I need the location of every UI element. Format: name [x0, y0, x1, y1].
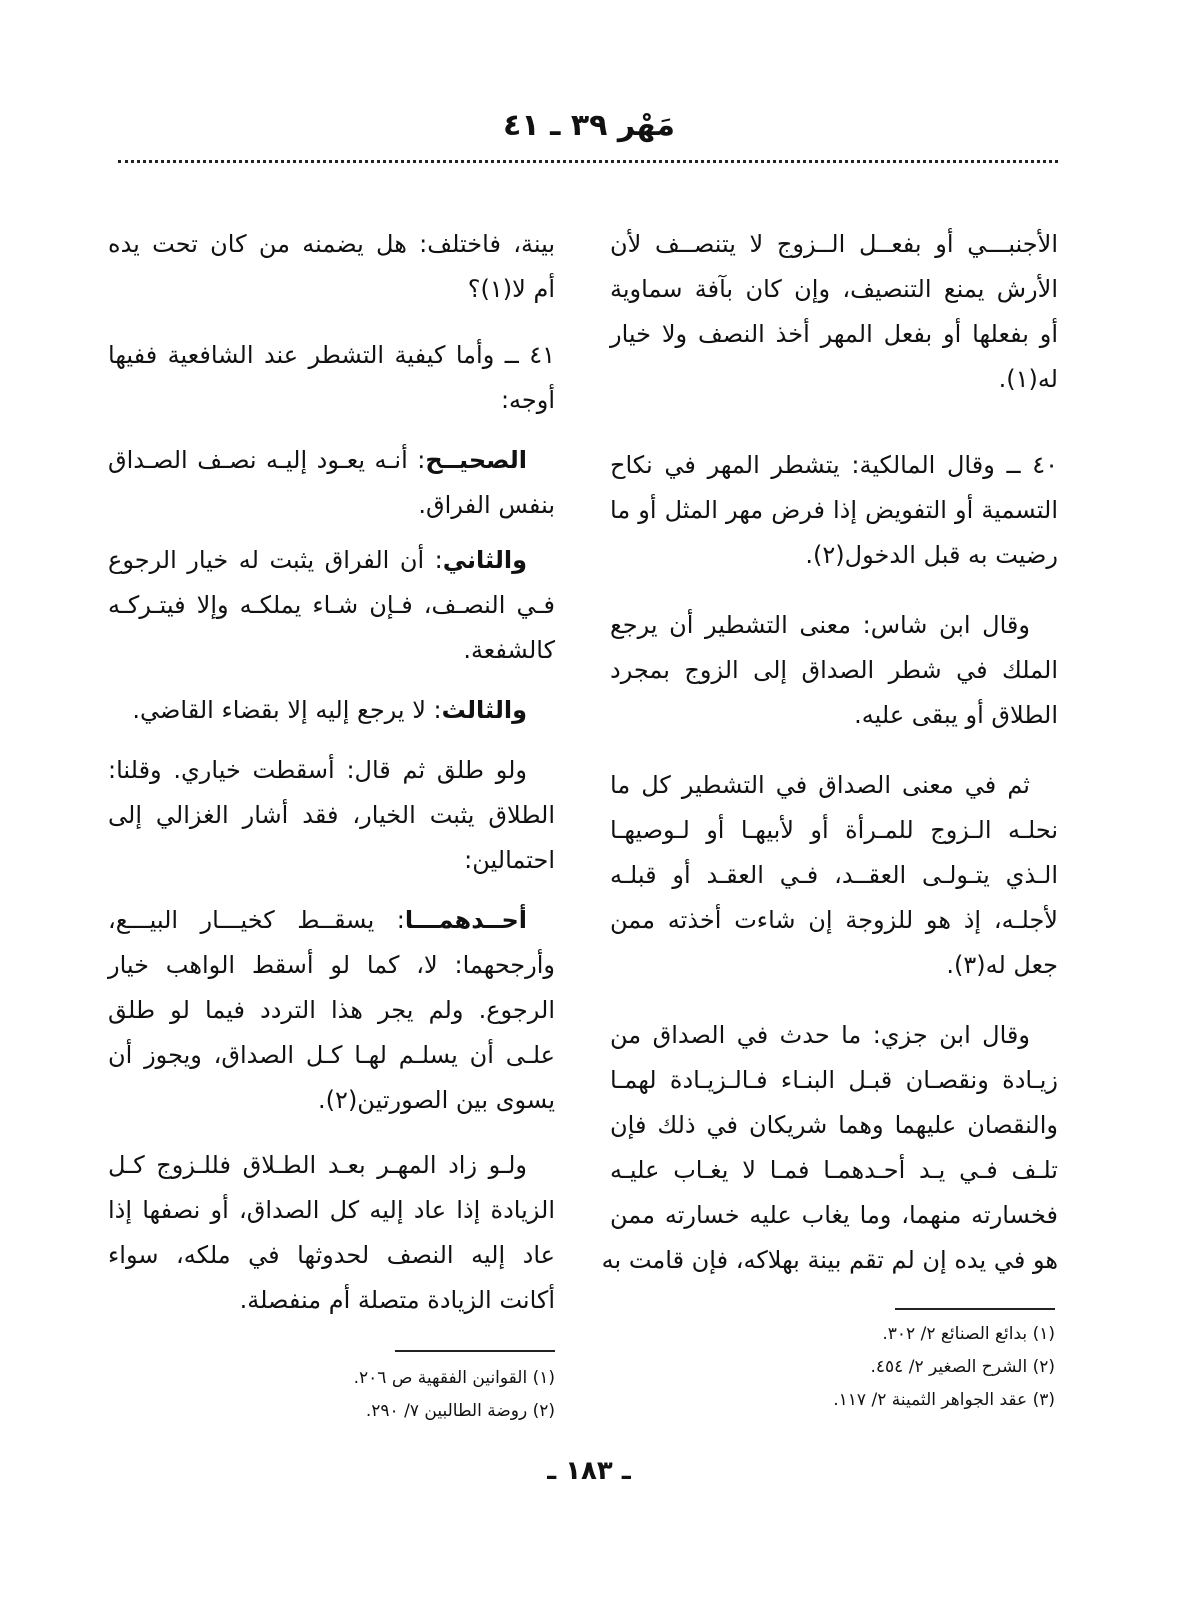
bold-term: أحــدهمـــا [404, 906, 527, 934]
header-dotted-divider [118, 160, 1058, 163]
text-line: وقال ابن شاس: معنى التشطير أن يرجع [610, 611, 1030, 639]
text-line: الطلاق يثبت الخيار، فقد أشار الغزالي إلى [108, 801, 555, 829]
text-line: فـي النصـف، فـإن شـاء يملكـه وإلا فيتـركـه [108, 591, 555, 619]
text-line: علـى أن يسلـم لهـا كـل الصداق، ويجوز أن [108, 1041, 555, 1069]
text-line: وقال ابن جزي: ما حدث في الصداق من [610, 1021, 1030, 1049]
paragraph [610, 222, 1058, 402]
footnote: (١) القوانين الفقهية ص ٢٠٦. [353, 1368, 555, 1388]
text-line: أكانت الزيادة متصلة أم منفصلة. [239, 1286, 555, 1314]
text-line: الأجنبـــي أو بفعــل الــزوج لا يتنصــف لأن [610, 230, 1058, 258]
text-line: رضيت به قبل الدخول(٢). [805, 541, 1058, 569]
text-line: الزيادة إذا عاد إليه كل الصداق، أو نصفها إذا [108, 1196, 555, 1224]
line-text: : أن الفراق يثبت له خيار الرجوع [108, 546, 443, 574]
text-line: الرجوع. ولم يجر هذا التردد فيما لو طلق [108, 996, 555, 1024]
text-line: وأرجحهما: لا، كما لو أسقط الواهب خيار [108, 951, 555, 979]
text-line: التسمية أو التفويض إذا فرض مهر المثل أو ما [610, 496, 1058, 524]
text-line: لأجلـه، إذ هو للزوجة إن شاءت أخذته ممن [610, 906, 1058, 934]
paragraph [108, 688, 555, 733]
text-line: أوجه: [500, 386, 555, 414]
paragraph [108, 538, 555, 673]
page-number: ـ ١٨٣ ـ [547, 1456, 631, 1486]
paragraph [108, 222, 555, 312]
paragraph [610, 603, 1058, 738]
text-line: والنقصان عليهما وهما شريكان في ذلك فإن [610, 1111, 1058, 1139]
text-line: أو بفعلها أو بفعل المهر أخذ النصف ولا خيار [610, 320, 1058, 348]
footnotes-left [354, 1362, 555, 1428]
text-line: احتمالين: [464, 846, 555, 874]
footnote-divider-left [395, 1350, 555, 1352]
paragraph [108, 748, 555, 883]
text-line: ثم في معنى الصداق في التشطير كل ما [610, 771, 1030, 799]
text-line: بنفس الفراق. [418, 491, 555, 519]
line-text: : لا يرجع إليه إلا بقضاء القاضي. [132, 696, 442, 724]
running-header: مَهْر ٣٩ ـ ٤١ [503, 108, 675, 143]
text-line: له(١). [998, 365, 1058, 393]
footnote-divider-right [895, 1308, 1055, 1310]
text-line: جعل له(٣). [946, 951, 1058, 979]
paragraph [108, 438, 555, 528]
text-line: ٤١ ــ وأما كيفية التشطر عند الشافعية ففيها [108, 341, 555, 369]
paragraph [610, 443, 1058, 578]
text-line: ولـو زاد المهـر بعـد الطـلاق فللـزوج كـل [108, 1151, 527, 1179]
text-line: بينة، فاختلف: هل يضمنه من كان تحت يده [108, 230, 555, 258]
text-line: الأرش يمنع التنصيف، وإن كان بآفة سماوية [610, 275, 1058, 303]
paragraph [610, 763, 1058, 988]
footnotes-right [833, 1318, 1055, 1417]
text-line: هو في يده إن لم تقم بينة بهلاكه، فإن قامت به [601, 1246, 1058, 1274]
text-line: نحلـه الـزوج للمـرأة أو لأبيهـا أو لـوصيهـا [610, 816, 1058, 844]
paragraph [108, 1143, 555, 1323]
text-line: زيـادة ونقصـان قبـل البنـاء فـالـزيـادة لهمـا [610, 1066, 1058, 1094]
text-line [108, 688, 555, 733]
footnote: (٣) عقد الجواهر الثمينة ٢/ ١١٧. [833, 1390, 1055, 1410]
paragraph [601, 1013, 1058, 1283]
text-line: يسوى بين الصورتين(٢). [318, 1086, 555, 1114]
footnote: (١) بدائع الصنائع ٢/ ٣٠٢. [882, 1324, 1055, 1344]
line-text: : أنـه يعـود إليـه نصـف الصـداق [108, 446, 426, 474]
text-line: عاد إليه النصف لحدوثها في ملكه، سواء [108, 1241, 555, 1269]
paragraph [108, 898, 555, 1123]
text-line [108, 898, 555, 943]
text-line [108, 438, 555, 483]
paragraph [108, 333, 555, 423]
line-text: : يسقــط كخيـــار البيـــع، [108, 906, 405, 934]
bold-term: الصحيــح [425, 446, 527, 474]
text-line: الملك في شطر الصداق إلى الزوج بمجرد [610, 656, 1058, 684]
text-line: الطلاق أو يبقى عليه. [854, 701, 1058, 729]
text-line: فخسارته منهما، وما يغاب عليه خسارته ممن [610, 1201, 1058, 1229]
footnote: (٢) روضة الطالبين ٧/ ٢٩٠. [365, 1401, 555, 1421]
text-line: ٤٠ ــ وقال المالكية: يتشطر المهر في نكاح [610, 451, 1058, 479]
bold-term: والثاني [442, 546, 527, 574]
text-line: تلـف فـي يـد أحـدهمـا فمـا لا يغـاب عليـه [610, 1156, 1058, 1184]
bold-term: والثالث [441, 696, 527, 724]
footnote: (٢) الشرح الصغير ٢/ ٤٥٤. [870, 1357, 1055, 1377]
text-line [108, 538, 555, 583]
text-line: ولو طلق ثم قال: أسقطت خياري. وقلنا: [108, 756, 527, 784]
text-line: كالشفعة. [463, 636, 555, 664]
text-line: أم لا(١)؟ [467, 275, 555, 303]
text-line: الـذي يتـولـى العقــد، فـي العقـد أو قبلـه [610, 861, 1058, 889]
